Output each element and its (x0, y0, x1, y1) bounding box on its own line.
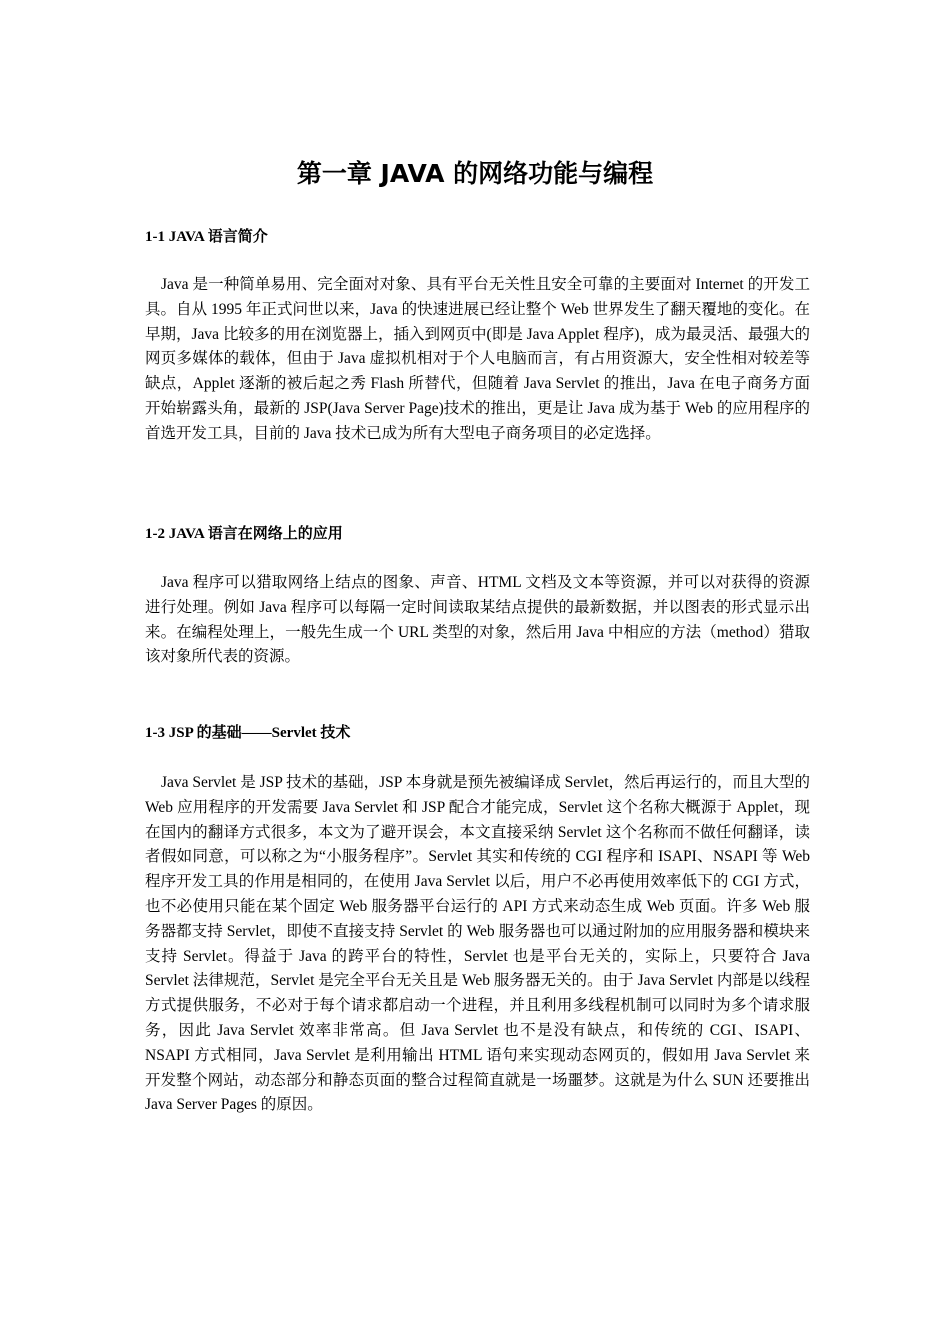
section-paragraph-1-3: Java Servlet 是 JSP 技术的基础，JSP 本身就是预先被编译成 Servlet，然后再运行的，而且大型的 Web 应用程序的开发需要 Java Servlet 和 JSP 配合才能完成，Servlet 这个名称大概源于 Applet，现在国内的翻译方式很多，本文为了避开误会，本文直接采纳 Servlet 这个名称而不做任何翻译，读者假如同意，可以称之为“小服务程序”。Servlet 其实和传统的 CGI 程序和 ISAPI、NSAPI 等 Web 程序开发工具的作用是相同的，在使用 Java Servlet 以后，用户不必再使用效率低下的 CGI 方式，也不必使用只能在某个固定 Web 服务器平台运行的 API 方式来动态生成 Web 页面。许多 Web 服务器都支持 Servlet，即使不直接支持 Servlet 的 Web 服务器也可以通过附加的应用服务器和模块来支持 Servlet。得益于 Java 的跨平台的特性，Servlet 也是平台无关的，实际上，只要符合 Java Servlet 法律规范，Servlet 是完全平台无关且是 Web 服务器无关的。由于 Java Servlet 内部是以线程方式提供服务，不必对于每个请求都启动一个进程，并且利用多线程机制可以同时为多个请求服务，因此 Java Servlet 效率非常高。但 Java Servlet 也不是没有缺点，和传统的 CGI、ISAPI、NSAPI 方式相同，Java Servlet 是利用输出 HTML 语句来实现动态网页的，假如用 Java Servlet 来开发整个网站，动态部分和静态页面的整合过程简直就是一场噩梦。这就是为什么 SUN 还要推出 Java Server Pages 的原因。 (145, 774, 810, 1114)
section-heading-1-3: 1-3 JSP 的基础——Servlet 技术 (145, 725, 351, 741)
section-paragraph-1-2: Java 程序可以猎取网络上结点的图象、声音、HTML 文档及文本等资源，并可以对获得的资源进行处理。例如 Java 程序可以每隔一定时间读取某结点提供的最新数据，并以图表的形式显示出来。在编程处理上，一般先生成一个 URL 类型的对象，然后用 Java 中相应的方法（method）猎取该对象所代表的资源。 (145, 574, 810, 666)
chapter-title: 第一章 JAVA 的网络功能与编程 (296, 159, 654, 188)
section-paragraph-1-1: Java 是一种简单易用、完全面对对象、具有平台无关性且安全可靠的主要面对 Internet 的开发工具。自从 1995 年正式问世以来，Java 的快速进展已经让整个 Web 世界发生了翻天覆地的变化。在早期，Java 比较多的用在浏览器上，插入到网页中(即是 Java Applet 程序)，成为最灵活、最强大的网页多媒体的载体，但由于 Java 虚拟机相对于个人电脑而言，有占用资源大，安全性相对较差等缺点，Applet 逐渐的被后起之秀 Flash 所替代，但随着 Java Servlet 的推出，Java 在电子商务方面开始崭露头角，最新的 JSP(Java Server Page)技术的推出，更是让 Java 成为基于 Web 的应用程序的首选开发工具，目前的 Java 技术已成为所有大型电子商务项目的必定选择。 (145, 276, 811, 442)
section-heading-1-2: 1-2 JAVA 语言在网络上的应用 (145, 526, 343, 542)
section-heading-1-1: 1-1 JAVA 语言简介 (145, 229, 268, 245)
